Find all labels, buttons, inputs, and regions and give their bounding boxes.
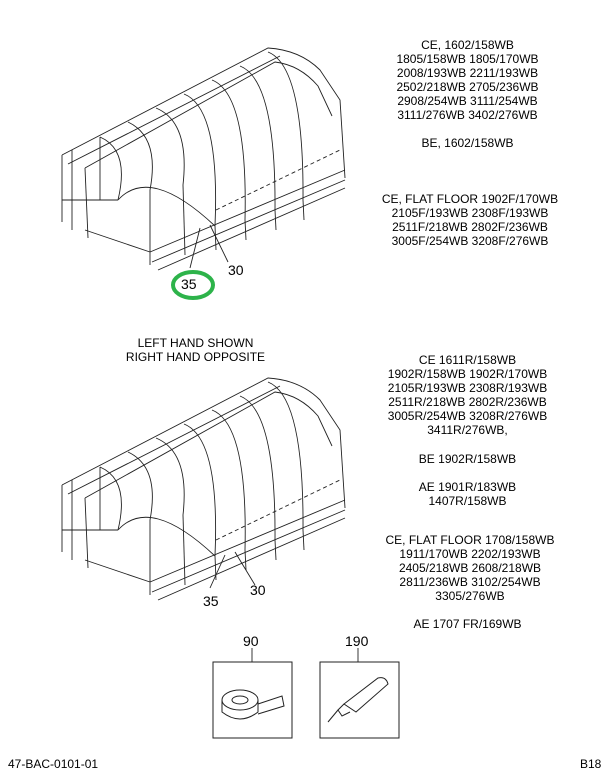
view-note-line: RIGHT HAND OPPOSITE — [125, 350, 266, 364]
callout-190: 190 — [345, 633, 369, 649]
model-line: 1407R/158WB — [428, 494, 507, 508]
model-line: 1805/158WB 1805/170WB — [396, 52, 539, 66]
model-line: 2105F/193WB 2308F/193WB — [391, 206, 549, 220]
model-line: 3005R/254WB 3208R/276WB — [387, 409, 548, 423]
model-line: BE 1902R/158WB — [418, 452, 517, 466]
model-line: 3305/276WB — [435, 589, 505, 603]
model-line: 2811/236WB 3102/254WB — [399, 575, 541, 589]
bus-frame-top-view — [62, 48, 345, 270]
top-model-group-3 — [375, 192, 565, 248]
view-note-line: LEFT HAND SHOWN — [137, 336, 254, 350]
model-line: 2105R/193WB 2308R/193WB — [387, 381, 548, 395]
callout-30-top: 30 — [228, 262, 244, 278]
model-line: CE, FLAT FLOOR 1708/158WB — [385, 533, 555, 547]
model-line: AE 1707 FR/169WB — [413, 617, 522, 631]
view-note — [108, 336, 283, 364]
callout-35-top: 35 — [181, 276, 197, 292]
model-line: 3005F/254WB 3208F/276WB — [391, 234, 549, 248]
bus-frame-bottom-view — [62, 378, 345, 600]
bottom-model-group-1 — [380, 353, 555, 437]
model-line: 2511F/218WB 2802F/236WB — [392, 220, 548, 234]
model-line: 1911/170WB 2202/193WB — [399, 547, 541, 561]
top-model-group-2 — [380, 136, 555, 150]
part-190-sealant-tube — [320, 648, 399, 738]
callout-30-bottom: 30 — [250, 582, 266, 598]
model-line: BE, 1602/158WB — [421, 136, 514, 150]
model-line: 2908/254WB 3111/254WB — [397, 94, 538, 108]
model-line: AE 1901R/183WB — [418, 480, 517, 494]
part-90-tape-roll — [213, 648, 292, 738]
top-model-group-1 — [380, 38, 555, 122]
model-line: CE 1611R/158WB — [418, 353, 517, 367]
model-line: 2008/193WB 2211/193WB — [396, 66, 539, 80]
model-line: CE, 1602/158WB — [421, 38, 514, 52]
model-line: 3411R/276WB, — [427, 423, 508, 437]
model-line: 1902R/158WB 1902R/170WB — [387, 367, 548, 381]
bottom-model-group-3 — [380, 480, 555, 508]
callout-35-bottom: 35 — [203, 593, 219, 609]
callout-90: 90 — [243, 633, 259, 649]
footer-page-code: B18 — [580, 757, 602, 771]
model-line: CE, FLAT FLOOR 1902F/170WB — [381, 192, 559, 206]
model-line: 2405/218WB 2608/218WB — [398, 561, 542, 575]
model-line: 2511R/218WB 2802R/236WB — [388, 395, 547, 409]
bottom-model-group-4 — [375, 533, 565, 603]
footer-drawing-number: 47-BAC-0101-01 — [8, 757, 99, 771]
model-line: 3111/276WB 3402/276WB — [397, 108, 538, 122]
model-line: 2502/218WB 2705/236WB — [396, 80, 539, 94]
bottom-model-group-2 — [380, 452, 555, 466]
bottom-model-group-5 — [380, 617, 555, 631]
